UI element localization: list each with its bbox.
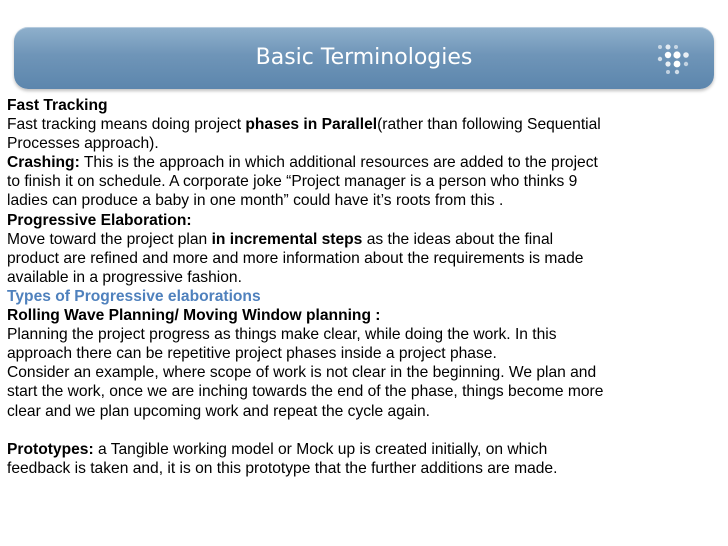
prototypes-line <box>7 440 723 459</box>
fast-tracking-line: Processes approach). <box>7 135 159 153</box>
emphasis: in incremental steps <box>211 230 363 248</box>
fast-tracking-heading: Fast Tracking <box>7 97 108 114</box>
progressive-elaboration-heading: Progressive Elaboration: <box>7 211 192 229</box>
rolling-wave-line: start the work, once we are inching towards the end of the phase, things become more <box>7 383 604 401</box>
title-bar <box>14 27 714 89</box>
rolling-wave-heading: Rolling Wave Planning/ Moving Window planning : <box>7 307 381 325</box>
crashing-line: ladies can produce a baby in one month” could have it’s roots from this . <box>7 192 504 210</box>
rolling-wave-line: Planning the project progress as things make clear, while doing the work. In this <box>7 326 557 344</box>
text: Move toward the project plan <box>7 230 212 248</box>
fast-tracking-line <box>7 115 723 134</box>
types-heading: Types of Progressive elaborations <box>7 287 261 305</box>
prototypes-label: Prototypes: <box>7 440 94 458</box>
slide-body <box>7 96 723 478</box>
progressive-elaboration-line <box>7 230 723 249</box>
dots-decoration-icon <box>654 41 696 77</box>
crashing-label: Crashing: <box>7 154 80 172</box>
emphasis: phases in Parallel <box>245 116 378 134</box>
spacer <box>7 421 723 440</box>
text: as the ideas about the final <box>362 230 554 248</box>
progressive-elaboration-line: available in a progressive fashion. <box>7 268 242 286</box>
text: (rather than following Sequential <box>377 116 601 134</box>
text: a Tangible working model or Mock up is created initially, on which <box>93 440 548 458</box>
crashing-line <box>7 153 723 172</box>
progressive-elaboration-line: product are refined and more and more information about the requirements is made <box>7 249 584 267</box>
prototypes-line: feedback is taken and, it is on this prototype that the further additions are made. <box>7 459 558 477</box>
text: This is the approach in which additional resources are added to the project <box>79 154 598 172</box>
rolling-wave-line: approach there can be repetitive project phases inside a project phase. <box>7 345 497 363</box>
text: Fast tracking means doing project <box>7 116 246 134</box>
rolling-wave-line: Consider an example, where scope of work is not clear in the beginning. We plan and <box>7 364 597 382</box>
rolling-wave-line: clear and we plan upcoming work and repeat the cycle again. <box>7 402 431 420</box>
slide-title: Basic Terminologies <box>255 45 473 70</box>
crashing-line: to finish it on schedule. A corporate joke “Project manager is a person who thinks 9 <box>7 173 578 191</box>
